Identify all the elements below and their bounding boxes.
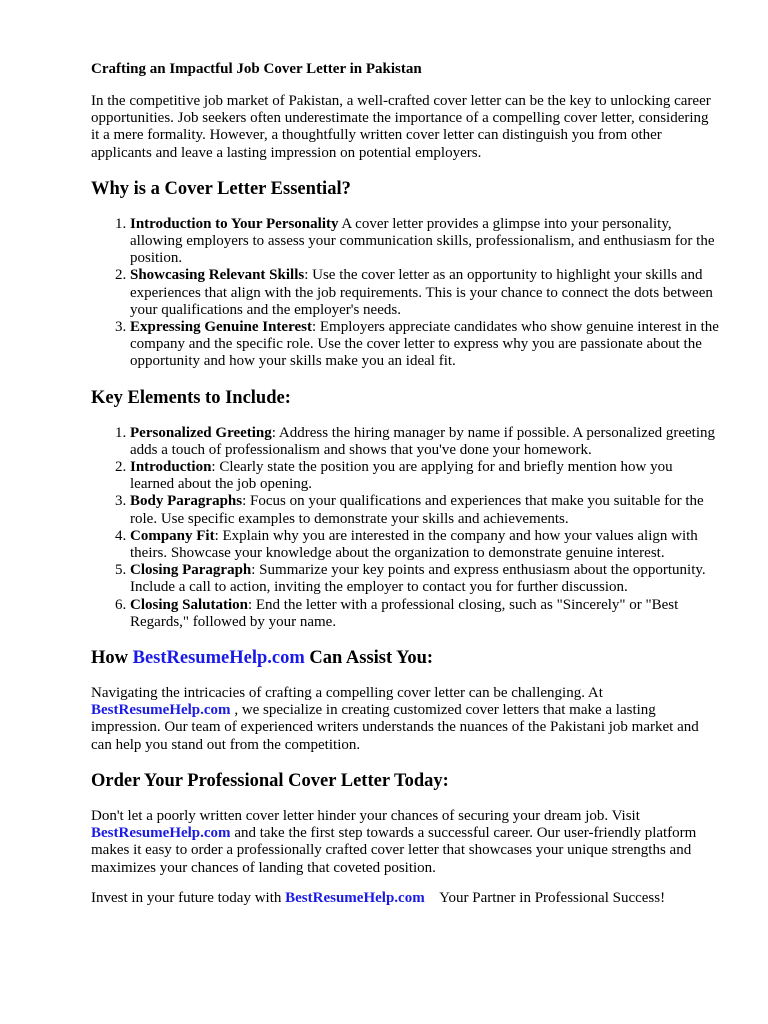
why-heading: Why is a Cover Letter Essential?	[91, 178, 351, 199]
list-item-text: A cover letter provides a glimpse into your personality, allowing employers to assess your communication skills, professionalism, and enthusiasm for the position.	[130, 215, 715, 267]
list-item-term: Showcasing Relevant Skills	[130, 267, 305, 284]
why-section	[91, 178, 720, 371]
list-item-term: Introduction	[130, 459, 212, 476]
closing-line-link[interactable]: BestResumeHelp.com	[285, 889, 425, 906]
closing-line-suffix: Your Partner in Professional Success!	[424, 889, 666, 906]
why-list	[91, 216, 720, 371]
how-paragraph-prefix: Navigating the intricacies of crafting a compelling cover letter can be challenging. At	[91, 685, 603, 702]
key-elements-list	[91, 425, 720, 631]
list-item-term: Body Paragraphs	[130, 493, 243, 510]
key-elements-section	[91, 387, 720, 631]
list-item-text: : Clearly state the position you are applying for and briefly mention how you learned about the job opening.	[130, 459, 673, 493]
how-paragraph-link[interactable]: BestResumeHelp.com	[91, 702, 231, 719]
list-item	[130, 216, 720, 268]
how-paragraph-suffix: , we specialize in creating customized cover letters that make a lasting impression. Our team of experienced writers understands the nuances of the Pakistani job market and can help you stand out from the competition.	[91, 702, 699, 753]
order-section	[91, 770, 720, 907]
list-item-term: Expressing Genuine Interest	[130, 319, 312, 336]
list-item	[130, 528, 720, 562]
list-item-text: : Employers appreciate candidates who show genuine interest in the company and the specific role. Use the cover letter to express why you are passionate about the opportunity and how your skills make you an ideal fit.	[130, 319, 719, 370]
intro-paragraph: In the competitive job market of Pakistan, a well-crafted cover letter can be the key to unlocking career opportunities. Job seekers often underestimate the importance of a compelling cover letter, considering it a mere formality. However, a thoughtfully written cover letter can distinguish you from other applicants and leave a lasting impression on potential employers.	[91, 93, 711, 161]
how-section	[91, 647, 720, 754]
list-item-term: Company Fit	[130, 527, 215, 544]
order-paragraph-suffix: and take the first step towards a successful career. Our user-friendly platform makes it easy to order a professionally crafted cover letter that showcases your unique strengths and maximizes your chances of landing that coveted position.	[91, 825, 697, 876]
list-item-text: : End the letter with a professional closing, such as "Sincerely" or "Best Regards," followed by your name.	[130, 596, 679, 630]
order-paragraph	[91, 808, 720, 877]
list-item-text: : Address the hiring manager by name if possible. A personalized greeting adds a touch of professionalism and shows that you've done your homework.	[130, 424, 716, 458]
closing-line-prefix: Invest in your future today with	[91, 889, 286, 906]
list-item-text: : Use the cover letter as an opportunity to highlight your skills and experiences that align with the job requirements. This is your chance to connect the dots between your qualifications and the employer's needs.	[130, 267, 713, 318]
how-paragraph	[91, 685, 720, 754]
order-paragraph-link[interactable]: BestResumeHelp.com	[91, 825, 231, 842]
list-item-term: Personalized Greeting	[130, 424, 272, 441]
list-item	[130, 459, 720, 493]
closing-line	[91, 890, 720, 907]
list-item	[130, 597, 720, 631]
list-item	[130, 319, 720, 371]
list-item	[130, 562, 720, 596]
list-item-term: Closing Salutation	[130, 596, 248, 613]
list-item	[130, 267, 720, 319]
list-item-term: Introduction to Your Personality	[130, 215, 339, 232]
list-item-term: Closing Paragraph	[130, 562, 252, 579]
list-item-text: : Focus on your qualifications and experiences that make you suitable for the role. Use specific examples to demonstrate your skills and achievements.	[130, 493, 704, 527]
document-title: Crafting an Impactful Job Cover Letter in Pakistan	[91, 61, 422, 77]
list-item	[130, 425, 720, 459]
how-heading-prefix: How	[91, 648, 133, 669]
order-heading: Order Your Professional Cover Letter Today:	[91, 770, 449, 791]
key-elements-heading: Key Elements to Include:	[91, 387, 291, 408]
how-heading	[91, 647, 720, 669]
list-item	[130, 493, 720, 527]
how-heading-suffix: Can Assist You:	[304, 648, 434, 669]
how-heading-link[interactable]: BestResumeHelp.com	[132, 648, 305, 669]
list-item-text: : Explain why you are interested in the company and how your values align with theirs. Showcase your knowledge about the organization to demonstrate genuine interest.	[130, 527, 698, 562]
order-paragraph-prefix: Don't let a poorly written cover letter hinder your chances of securing your dream job. Visit	[91, 807, 640, 824]
list-item-text: : Summarize your key points and express enthusiasm about the opportunity. Include a call to action, inviting the employer to contact you for further discussion.	[130, 562, 706, 596]
